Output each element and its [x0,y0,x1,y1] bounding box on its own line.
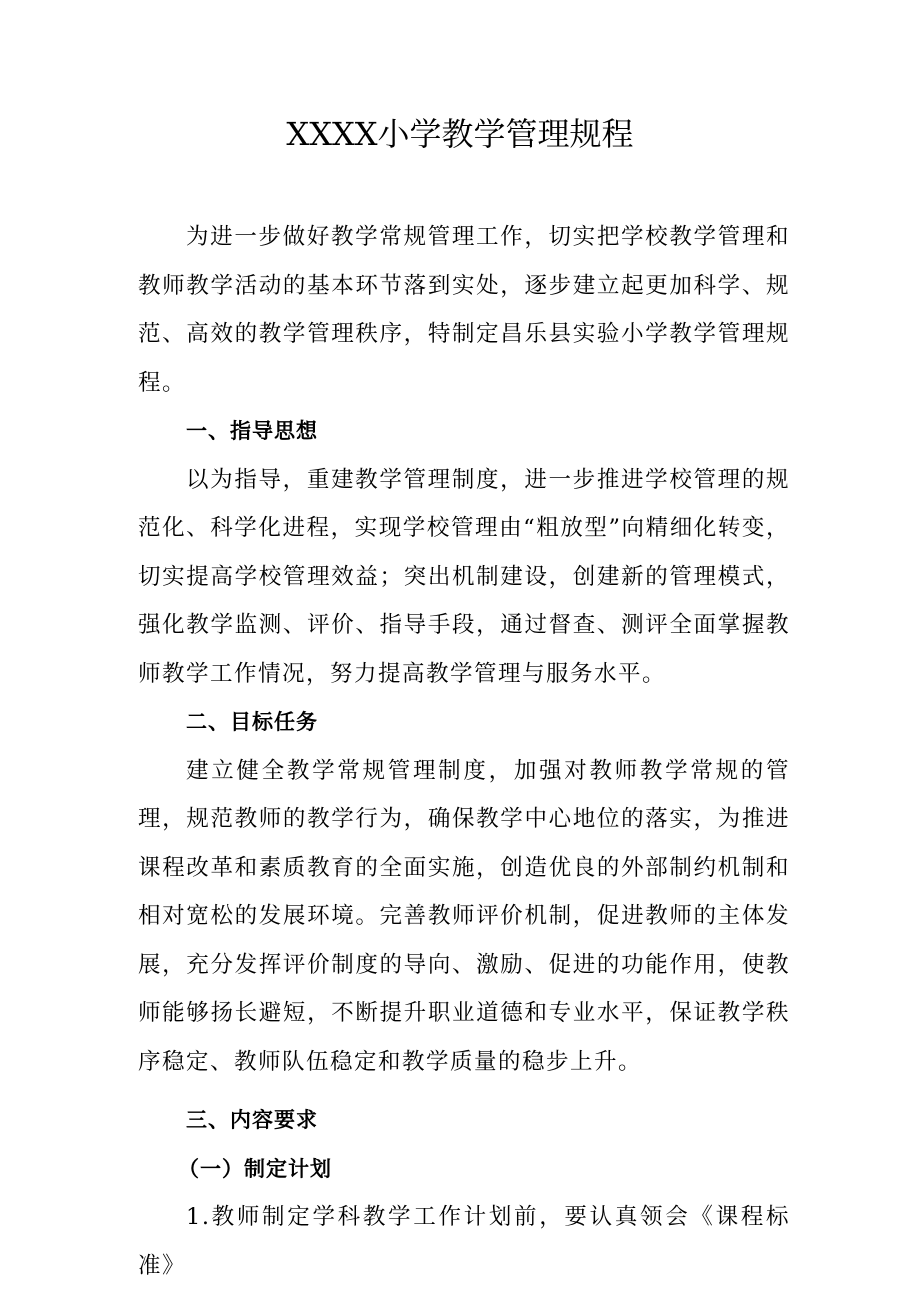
intro-paragraph: 为进一步做好教学常规管理工作，切实把学校教学管理和教师教学活动的基本环节落到实处，逐步建立起更加科学、规范、高效的教学管理秩序，特制定昌乐县实验小学教学管理规程。 [138,224,790,396]
document-body [138,213,790,1290]
document-title: XXXX小学教学管理规程 [286,115,634,153]
section-heading-content-requirements: 三、内容要求 [186,1108,318,1132]
section-paragraph-goals-tasks: 建立健全教学常规管理制度，加强对教师教学常规的管理，规范教师的教学行为，确保教学中心地位的落实，为推进课程改革和素质教育的全面实施，创造优良的外部制约机制和相对宽松的发展环境。完善教师评价机制，促进教师的主体发展，充分发挥评价制度的导向、激励、促进的功能作用，使教师能够扬长避短，不断提升职业道德和专业水平，保证教学秩序稳定、教师队伍稳定和教学质量的稳步上升。 [138,757,790,1075]
subsection-heading-make-plan: （一）制定计划 [178,1156,332,1181]
section-heading-guiding-ideology: 一、指导思想 [186,419,318,443]
section-paragraph-guiding-ideology: 以为指导，重建教学管理制度，进一步推进学校管理的规范化、科学化进程，实现学校管理由“粗放型”向精细化转变，切实提高学校管理效益；突出机制建设，创建新的管理模式，强化教学监测、评价、指导手段，通过督查、测评全面掌握教师教学工作情况，努力提高教学管理与服务水平。 [138,466,790,687]
section-paragraph-make-plan: 1.教师制定学科教学工作计划前，要认真领会《课程标准》 [138,1204,790,1279]
section-heading-goals-tasks: 二、目标任务 [186,710,318,734]
